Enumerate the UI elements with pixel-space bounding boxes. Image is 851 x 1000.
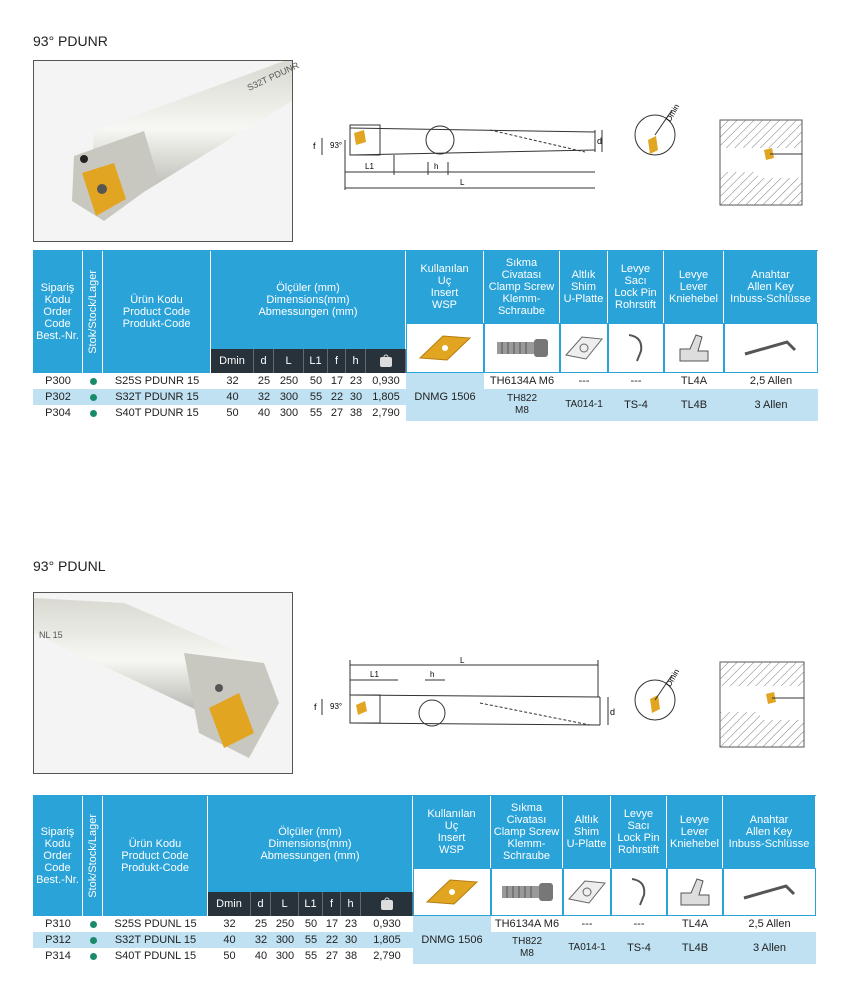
stock-indicator <box>83 405 103 421</box>
header-weight <box>366 349 406 373</box>
dmin-circle-icon-l <box>630 665 690 730</box>
header-l1: L1 <box>304 349 328 373</box>
key-code-a-2: 2,5 Allen <box>723 916 816 932</box>
dmin-diagram-pdunl <box>630 665 690 735</box>
table-cell-f: 17 <box>323 916 341 932</box>
lever-code-b-2: TL4B <box>667 932 723 964</box>
table-cell-L1: 50 <box>304 373 328 389</box>
shim-code-b: TA014-1 <box>560 389 608 421</box>
header-l: L <box>274 349 304 373</box>
label-d-l: d <box>610 707 616 717</box>
table-cell-h: 38 <box>341 948 361 964</box>
insert-code: DNMG 1506 <box>406 373 484 421</box>
label-dmin-l: Dmin <box>664 667 682 689</box>
label-angle: 93° <box>330 141 343 150</box>
table-cell-L: 300 <box>274 389 304 405</box>
stock-dot-icon <box>90 394 97 401</box>
table-cell-d: 32 <box>251 932 271 948</box>
screw-code-a-2: TH6134A M6 <box>491 916 563 932</box>
stock-indicator <box>83 373 103 389</box>
header-l-2: L <box>271 892 299 916</box>
pin-code-b-2: TS-4 <box>611 932 667 964</box>
table-cell-kg: 0,930 <box>361 916 413 932</box>
stock-indicator <box>83 389 103 405</box>
hatched-section-icon <box>720 120 802 205</box>
table-cell-L: 300 <box>274 405 304 421</box>
header-shim-2: Altlık Shim U-Platte <box>563 796 611 868</box>
screw-icon-2 <box>497 877 557 907</box>
header-order-code: Sipariş Kodu Order Code Best.-Nr. <box>33 251 83 373</box>
header-h-2: h <box>341 892 361 916</box>
table-cell-h: 30 <box>346 389 366 405</box>
tool-drawing-pdunr <box>310 100 610 200</box>
shim-image-2 <box>563 868 611 916</box>
hatched-section-icon-l <box>720 662 804 747</box>
header-product-code: Ürün Kodu Product Code Produkt-Code <box>103 251 211 373</box>
allen-key-icon-2 <box>740 880 800 904</box>
table-cell-code: S40T PDUNR 15 <box>103 405 211 421</box>
header-dmin-2: Dmin <box>208 892 251 916</box>
table-cell-order: P310 <box>33 916 83 932</box>
table-cell-L: 250 <box>274 373 304 389</box>
insert-icon-2 <box>422 877 482 907</box>
table-cell-code: S25S PDUNR 15 <box>103 373 211 389</box>
header-insert-2: Kullanılan Uç Insert WSP <box>413 796 491 868</box>
allen-key-image-2 <box>723 868 816 916</box>
table-cell-order: P304 <box>33 405 83 421</box>
table-cell-f: 22 <box>323 932 341 948</box>
label-angle-l: 93° <box>330 702 343 711</box>
header-stock-label-2: Stok/Stock/Lager <box>86 814 99 898</box>
table-cell-dmin: 40 <box>208 932 251 948</box>
lever-icon-2 <box>675 875 715 909</box>
header-weight-2 <box>361 892 413 916</box>
screw-code-b-2: TH822 M8 <box>491 932 563 964</box>
screw-code-a: TH6134A M6 <box>484 373 560 389</box>
header-f-2: f <box>323 892 341 916</box>
table-cell-d: 40 <box>254 405 274 421</box>
label-dmin: Dmin <box>664 102 682 124</box>
label-l: L <box>460 178 465 187</box>
allen-key-image <box>724 323 818 373</box>
header-clamp-screw: Sıkma Civatası Clamp Screw Klemm- Schraube <box>484 251 560 323</box>
stock-dot-icon <box>90 921 97 928</box>
dmin-diagram-pdunr <box>630 100 690 170</box>
lock-pin-image <box>608 323 664 373</box>
insert-image-2 <box>413 868 491 916</box>
table-cell-L1: 55 <box>299 948 323 964</box>
stock-indicator <box>83 916 103 932</box>
header-h: h <box>346 349 366 373</box>
label-h: h <box>434 162 439 171</box>
section-view-pdunl <box>720 662 804 752</box>
table-cell-L1: 50 <box>299 916 323 932</box>
clamp-screw-image <box>484 323 560 373</box>
table-cell-f: 27 <box>323 948 341 964</box>
label-d: d <box>597 136 603 146</box>
label-f: f <box>313 141 316 151</box>
table-cell-d: 32 <box>254 389 274 405</box>
stock-dot-icon <box>90 378 97 385</box>
lever-image-2 <box>667 868 723 916</box>
tool-photo-pdunl <box>33 592 293 774</box>
clamp-screw-image-2 <box>491 868 563 916</box>
table-cell-order: P302 <box>33 389 83 405</box>
table-cell-kg: 1,805 <box>366 389 406 405</box>
header-allen-key: Anahtar Allen Key Inbuss-Schlüsse <box>724 251 818 323</box>
dmin-circle-icon <box>630 100 690 165</box>
stock-indicator <box>83 932 103 948</box>
header-d-2: d <box>251 892 271 916</box>
table-cell-h: 23 <box>341 916 361 932</box>
insert-code-2: DNMG 1506 <box>413 916 491 964</box>
boring-bar-photo-right <box>34 60 301 241</box>
lever-image <box>664 323 724 373</box>
lever-code-a-2: TL4A <box>667 916 723 932</box>
header-lever-2: Levye Lever Kniehebel <box>667 796 723 868</box>
header-insert: Kullanılan Uç Insert WSP <box>406 251 484 323</box>
pin-icon <box>621 331 651 365</box>
screw-icon <box>492 333 552 363</box>
technical-drawing-left <box>310 655 620 750</box>
table-cell-code: S25S PDUNL 15 <box>103 916 208 932</box>
allen-key-icon <box>741 336 801 360</box>
table-cell-code: S32T PDUNL 15 <box>103 932 208 948</box>
table-cell-h: 30 <box>341 932 361 948</box>
table-cell-dmin: 40 <box>211 389 254 405</box>
table-cell-d: 25 <box>254 373 274 389</box>
tool-photo-pdunr <box>33 60 301 242</box>
header-dmin: Dmin <box>211 349 254 373</box>
table-cell-code: S32T PDUNR 15 <box>103 389 211 405</box>
header-dimensions: Ölçüler (mm) Dimensions(mm) Abmessungen (mm) <box>211 251 406 349</box>
label-l1: L1 <box>365 162 374 171</box>
technical-drawing-right <box>310 100 610 195</box>
table-cell-L1: 55 <box>304 405 328 421</box>
shim-image <box>560 323 608 373</box>
header-lever: Levye Lever Kniehebel <box>664 251 724 323</box>
header-product-code-2: Ürün Kodu Product Code Produkt-Code <box>103 796 208 916</box>
header-clamp-screw-2: Sıkma Civatası Clamp Screw Klemm- Schraube <box>491 796 563 868</box>
header-f: f <box>328 349 346 373</box>
tool-drawing-pdunl <box>310 655 620 755</box>
key-code-b: 3 Allen <box>724 389 818 421</box>
weight-icon-2 <box>380 897 394 911</box>
lever-code-b: TL4B <box>664 389 724 421</box>
header-dimensions-2: Ölçüler (mm) Dimensions(mm) Abmessungen (mm) <box>208 796 413 892</box>
table-cell-h: 38 <box>346 405 366 421</box>
stock-dot-icon <box>90 410 97 417</box>
table-cell-order: P314 <box>33 948 83 964</box>
table-cell-kg: 1,805 <box>361 932 413 948</box>
table-cell-kg: 0,930 <box>366 373 406 389</box>
photo-marking-l: NL 15 <box>39 630 63 640</box>
table-cell-L1: 55 <box>304 389 328 405</box>
header-shim: Altlık Shim U-Platte <box>560 251 608 323</box>
photo-marking: S32T PDUNR <box>245 60 301 93</box>
table-cell-f: 17 <box>328 373 346 389</box>
table-cell-L1: 55 <box>299 932 323 948</box>
shim-code-b-2: TA014-1 <box>563 932 611 964</box>
table-cell-kg: 2,790 <box>366 405 406 421</box>
header-stock <box>83 251 103 373</box>
table-cell-L: 300 <box>271 932 299 948</box>
table-cell-code: S40T PDUNL 15 <box>103 948 208 964</box>
table-cell-dmin: 50 <box>211 405 254 421</box>
pin-code-a-2: --- <box>611 916 667 932</box>
lock-pin-image-2 <box>611 868 667 916</box>
header-stock-label: Stok/Stock/Lager <box>86 270 99 354</box>
pin-code-a: --- <box>608 373 664 389</box>
section-view-pdunr <box>720 120 802 210</box>
weight-icon <box>379 354 393 368</box>
table-cell-h: 23 <box>346 373 366 389</box>
table-cell-L: 250 <box>271 916 299 932</box>
lever-icon <box>674 331 714 365</box>
table-cell-order: P312 <box>33 932 83 948</box>
label-f-l: f <box>314 702 317 712</box>
header-stock-2 <box>83 796 103 916</box>
table-cell-L: 300 <box>271 948 299 964</box>
label-l1-l: L1 <box>370 670 379 679</box>
screw-code-b: TH822 M8 <box>484 389 560 421</box>
table-cell-f: 22 <box>328 389 346 405</box>
table-cell-d: 25 <box>251 916 271 932</box>
shim-code-a-2: --- <box>563 916 611 932</box>
shim-icon <box>562 333 606 363</box>
header-lock-pin-2: Levye Sacı Lock Pin Rohrstift <box>611 796 667 868</box>
key-code-a: 2,5 Allen <box>724 373 818 389</box>
pin-code-b: TS-4 <box>608 389 664 421</box>
table-cell-d: 40 <box>251 948 271 964</box>
stock-dot-icon <box>90 953 97 960</box>
section-title-pdunl: 93° PDUNL <box>33 558 106 574</box>
label-l-l: L <box>460 656 465 665</box>
table-cell-dmin: 32 <box>211 373 254 389</box>
insert-image <box>406 323 484 373</box>
shim-icon-2 <box>565 877 609 907</box>
insert-icon <box>415 333 475 363</box>
table-cell-f: 27 <box>328 405 346 421</box>
pin-icon-2 <box>624 875 654 909</box>
key-code-b-2: 3 Allen <box>723 932 816 964</box>
table-cell-order: P300 <box>33 373 83 389</box>
label-h-l: h <box>430 670 435 679</box>
header-d: d <box>254 349 274 373</box>
section-title-pdunr: 93° PDUNR <box>33 33 108 49</box>
table-cell-kg: 2,790 <box>361 948 413 964</box>
lever-code-a: TL4A <box>664 373 724 389</box>
header-allen-key-2: Anahtar Allen Key Inbuss-Schlüsse <box>723 796 816 868</box>
shim-code-a: --- <box>560 373 608 389</box>
header-l1-2: L1 <box>299 892 323 916</box>
boring-bar-photo-left <box>34 593 292 773</box>
table-cell-dmin: 32 <box>208 916 251 932</box>
header-order-code-2: Sipariş Kodu Order Code Best.-Nr. <box>33 796 83 916</box>
stock-indicator <box>83 948 103 964</box>
header-lock-pin: Levye Sacı Lock Pin Rohrstift <box>608 251 664 323</box>
table-cell-dmin: 50 <box>208 948 251 964</box>
stock-dot-icon <box>90 937 97 944</box>
